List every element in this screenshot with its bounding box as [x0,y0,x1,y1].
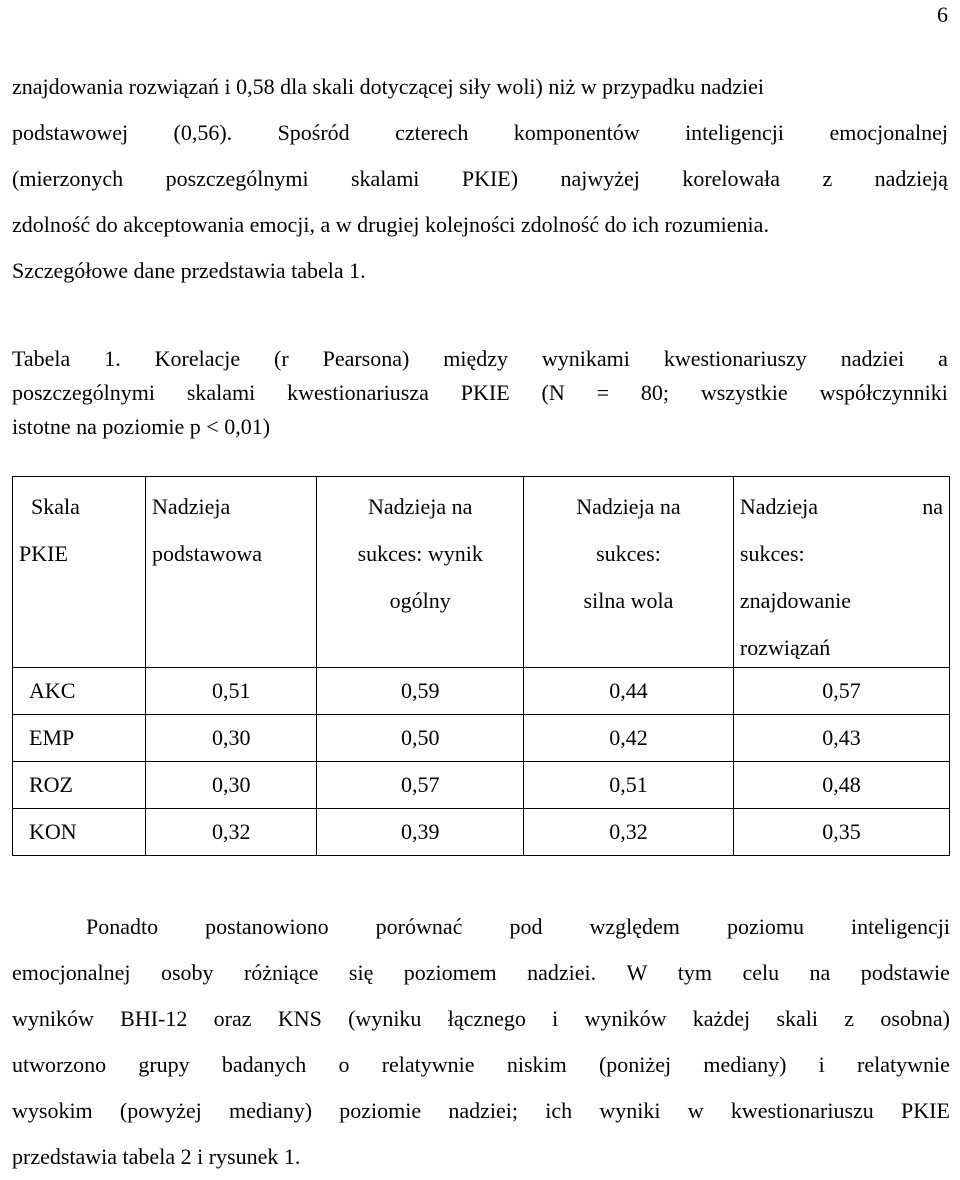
header-cell-wynik-ogolny [317,477,524,668]
table-cell: 0,57 [317,762,524,809]
header-cell-skala [13,477,146,668]
word: PKIE [901,1098,950,1123]
header-cell-silna-wola [524,477,734,668]
word: podstawowej [12,120,129,145]
table-cell: 0,39 [317,809,524,856]
word: wysokim [12,1098,93,1123]
header-line: Nadzieja na [576,494,681,519]
row-label: EMP [13,715,146,762]
table-cell: 0,51 [524,762,734,809]
word: Ponadto [86,914,159,939]
header-cell-znajdowanie-rozwiazan [733,477,949,668]
table-cell: 0,35 [733,809,949,856]
word: osobna) [880,1006,950,1031]
word: Pearsona) [322,346,410,371]
text-line [12,156,948,202]
word: emocjonalnej [12,960,131,985]
word: ich [545,1098,573,1123]
word: poziomem [403,960,497,985]
word: = [596,380,610,405]
word: inteligencji [851,914,950,939]
word: z [822,166,833,191]
row-label: ROZ [13,762,146,809]
header-cell-nadzieja-podstawowa [146,477,317,668]
word: niskim [506,1052,567,1077]
caption-line: istotne na poziomie p < 0,01) [12,414,271,439]
table-cell: 0,30 [146,762,317,809]
body-paragraph-1 [12,64,948,294]
table-header-row [13,477,950,668]
word: KNS [277,1006,322,1031]
word: w [687,1098,704,1123]
word: poziomu [726,914,804,939]
word: porównać [375,914,463,939]
word: każdej [692,1006,751,1031]
header-line: PKIE [19,541,68,566]
word: a [938,346,948,371]
word: na [809,960,831,985]
word: relatywnie [857,1052,950,1077]
header-line: sukces: [596,541,661,566]
word: PKIE) [461,166,519,191]
word: nadziei. [527,960,597,985]
word: Korelacje [154,346,241,371]
table-cell: 0,51 [146,668,317,715]
text-line [12,996,950,1042]
word: nadzieją [874,166,948,191]
body-paragraph-2 [12,904,950,1180]
word: wszystkie [700,380,788,405]
header-line [734,477,949,524]
header-line: sukces: [739,541,805,566]
table-cell: 0,50 [317,715,524,762]
word: utworzono [12,1052,107,1077]
word: wyników [12,1006,94,1031]
word: kwestionariusza [287,380,429,405]
word: 80; [640,380,670,405]
word: osoby [160,960,214,985]
word: poszczególnymi [12,380,155,405]
table-row [13,762,950,809]
table-caption [12,342,948,444]
word: korelowała [682,166,781,191]
word: (poniżej [598,1052,672,1077]
word: Tabela [12,346,71,371]
word: skalami [350,166,420,191]
word: (wyniku [348,1006,422,1031]
word: wynikami [541,346,630,371]
header-line: Nadzieja na [368,494,473,519]
word: i [818,1052,825,1077]
table-cell: 0,48 [733,762,949,809]
word: celu [742,960,780,985]
table-cell: 0,32 [524,809,734,856]
word: różniące [243,960,319,985]
word: poziomie [339,1098,422,1123]
word: (r [274,346,289,371]
word: łącznego [447,1006,526,1031]
word: względem [589,914,680,939]
word: W [626,960,648,985]
header-line: ogólny [389,588,451,613]
table-row [13,809,950,856]
text-line: Szczegółowe dane przedstawia tabela 1. [12,258,366,283]
table-cell: 0,30 [146,715,317,762]
word: o [338,1052,350,1077]
table-cell: 0,44 [524,668,734,715]
text-line [12,904,950,950]
text-line: znajdowania rozwiązań i 0,58 dla skali dotyczącej siły woli) niż w przypadku nadziei [12,74,765,99]
word: (mierzonych [12,166,124,191]
row-label: AKC [13,668,146,715]
text-line [12,1088,950,1134]
word: PKIE [460,380,510,405]
table-cell: 0,42 [524,715,734,762]
word: badanych [221,1052,307,1077]
header-line: Nadzieja [152,494,231,519]
word: tym [677,960,712,985]
word: poszczególnymi [165,166,309,191]
row-label: KON [13,809,146,856]
word: mediany) [703,1052,787,1077]
word: BHI-12 [120,1006,188,1031]
word: podstawie [860,960,950,985]
header-line: sukces: wynik [357,541,483,566]
word: kwestionariuszu [730,1098,874,1123]
word: grupy [138,1052,190,1077]
word: (N [541,380,565,405]
text-line: zdolność do akceptowania emocji, a w drugiej kolejności zdolność do ich rozumienia. [12,212,769,237]
word: między [443,346,509,371]
table-cell: 0,32 [146,809,317,856]
text-line: przedstawia tabela 2 i rysunek 1. [12,1144,301,1169]
header-word: na [922,494,943,519]
word: postanowiono [205,914,329,939]
word: komponentów [513,120,640,145]
word: 1. [104,346,121,371]
word: relatywnie [381,1052,475,1077]
word: kwestionariuszy [663,346,807,371]
word: (powyżej [119,1098,202,1123]
table-cell: 0,59 [317,668,524,715]
table-row [13,668,950,715]
word: współczynniki [819,380,948,405]
word: nadziei; [448,1098,519,1123]
table-row [13,715,950,762]
word: (0,56). [173,120,233,145]
text-line [12,1042,950,1088]
word: inteligencji [685,120,785,145]
word: się [348,960,374,985]
page-number: 6 [937,2,948,27]
word: nadziei [840,346,905,371]
word: pod [509,914,543,939]
caption-line [12,376,948,410]
header-word: Nadzieja [739,494,819,519]
word: i [552,1006,559,1031]
word: skali [776,1006,818,1031]
table-cell: 0,43 [733,715,949,762]
header-line: silna wola [583,588,674,613]
word: Spośród [277,120,350,145]
word: wyników [584,1006,667,1031]
word: skalami [186,380,256,405]
word: najwyżej [560,166,640,191]
text-line [12,110,948,156]
word: oraz [213,1006,252,1031]
header-line: Skala [31,494,80,519]
word: emocjonalnej [829,120,948,145]
word: z [844,1006,855,1031]
header-line: podstawowa [152,541,263,566]
word: czterech [395,120,469,145]
header-line: rozwiązań [739,635,831,660]
correlation-table [12,476,950,856]
word: mediany) [228,1098,313,1123]
header-line: znajdowanie [739,588,852,613]
table-cell: 0,57 [733,668,949,715]
caption-line [12,342,948,376]
word: wyniki [599,1098,661,1123]
text-line [12,950,950,996]
